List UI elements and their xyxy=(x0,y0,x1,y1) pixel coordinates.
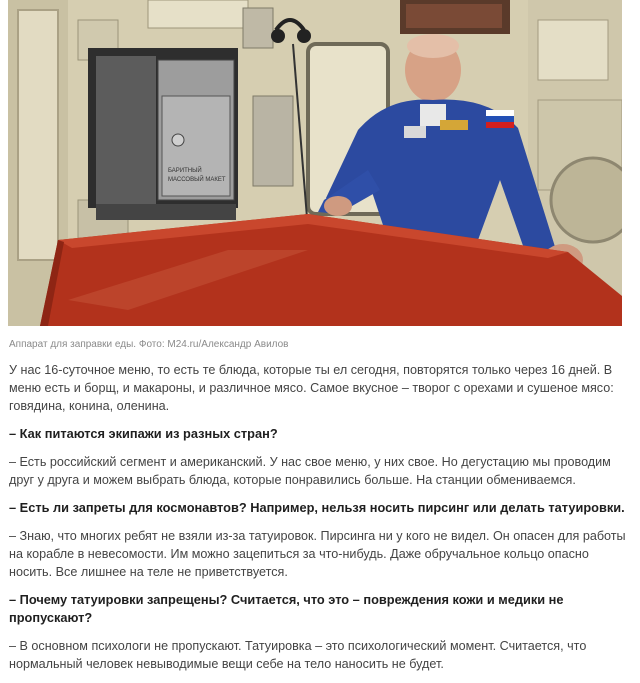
answer-2: – Знаю, что многих ребят не взяли из-за татуировок. Пирсинга ни у кого не видел. Он опасен для работы на корабле в невесомости. Им можно зацепиться за что-нибудь. Даже обручальное кольцо опасно носить. Все лишнее на теле не приветствуется. xyxy=(9,529,626,579)
answer-1: – Есть российский сегмент и американский. У нас свое меню, у них свое. Но дегустацию мы проводим друг у друга и можем выбрать блюда, которые понравились больше. На станции обмениваемся. xyxy=(9,455,611,487)
photo-illustration xyxy=(8,0,622,326)
article-photo xyxy=(8,0,622,326)
question-2: – Есть ли запреты для космонавтов? Например, нельзя носить пирсинг или делать татуировки. xyxy=(9,500,625,515)
photo-caption: Аппарат для заправки еды. Фото: M24.ru/Александр Авилов xyxy=(9,339,289,350)
article-body xyxy=(9,361,629,683)
question-3: – Почему татуировки запрещены? Считается, что это – повреждения кожи и медики не пропускают? xyxy=(9,592,564,625)
unit-label-2: МАССОВЫЙ МАКЕТ xyxy=(168,177,226,183)
paragraph-intro: У нас 16-суточное меню, то есть те блюда, которые ты ел сегодня, повторятся только через 16 дней. В меню есть и борщ, и макароны, и различное мясо. Самое вкусное – творог с орехами и сушеное мясо: говядина, конина, оленина. xyxy=(9,363,614,413)
unit-label-1: БАРИТНЫЙ xyxy=(168,168,202,174)
question-1: – Как питаются экипажи из разных стран? xyxy=(9,426,278,441)
answer-3: – В основном психологи не пропускают. Татуировка – это психологический момент. Считается, что нормальный человек невыводимые вещи себе на тело наносить не будет. xyxy=(9,639,587,671)
